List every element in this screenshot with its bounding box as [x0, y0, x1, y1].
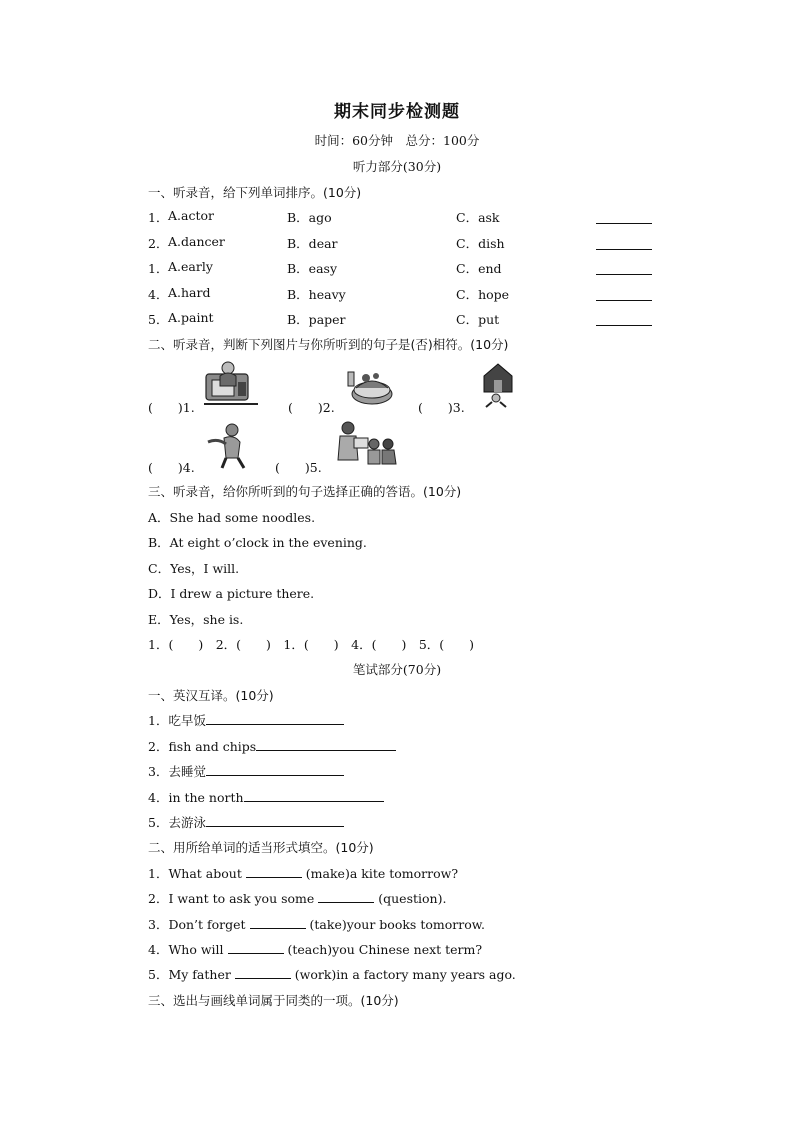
item-text-before: I want to ask you some — [168, 891, 319, 906]
fill-in-item — [148, 940, 482, 958]
option-a: A.dancer — [168, 234, 225, 249]
answer-blank[interactable] — [596, 299, 652, 301]
option-b: B．ago — [287, 210, 332, 225]
option-c: C．ask — [456, 210, 500, 225]
picture-answer-4[interactable]: ( )4. — [148, 460, 195, 475]
translation-item — [148, 737, 396, 755]
item-number: 2． — [148, 891, 169, 906]
item-text-after: (work)in a factory many years ago. — [290, 967, 516, 982]
option-c: C．hope — [456, 287, 510, 302]
translation-item — [148, 711, 344, 729]
option-b: B．heavy — [287, 287, 346, 302]
answer-blank[interactable] — [206, 814, 344, 827]
answer-blank[interactable] — [244, 789, 384, 802]
picture-answer-5[interactable]: ( )5. — [275, 460, 322, 475]
option-c: C．dish — [456, 236, 505, 251]
teacher-children-icon — [332, 420, 400, 470]
answer-blank[interactable] — [596, 324, 652, 326]
item-text-before: Don’t forget — [168, 917, 250, 932]
item-text: 去游泳 — [168, 815, 206, 830]
translation-item — [148, 813, 344, 831]
row-number: 5． — [148, 312, 169, 327]
translation-item — [148, 788, 384, 806]
row-number: 2． — [148, 236, 169, 251]
option-a: A.hard — [168, 285, 211, 300]
item-text: 吃早饭 — [168, 713, 206, 728]
row-number: 4． — [148, 287, 169, 302]
response-option-e: E．Yes，she is. — [148, 612, 244, 627]
item-number: 5． — [148, 815, 169, 830]
option-a: A.early — [168, 259, 213, 274]
answer-blank[interactable] — [228, 941, 284, 954]
option-b: B．dear — [287, 236, 338, 251]
answer-blank[interactable] — [318, 890, 374, 903]
item-number: 5． — [148, 967, 169, 982]
option-c: C．put — [456, 312, 500, 327]
fill-in-item — [148, 889, 446, 907]
fill-in-item — [148, 965, 516, 983]
item-text-after: (question). — [374, 891, 447, 906]
answer-blank[interactable] — [596, 248, 652, 250]
answer-blank[interactable] — [596, 222, 652, 224]
translation-item — [148, 762, 344, 780]
response-option-b: B．At eight o’clock in the evening. — [148, 535, 367, 550]
section6-heading: 三、选出与画线单词属于同类的一项。(10分) — [148, 993, 399, 1008]
food-plate-icon — [344, 368, 394, 412]
section2-heading: 二、听录音，判断下列图片与你所听到的句子是(否)相符。(10分) — [148, 337, 509, 352]
row-number: 1． — [148, 210, 169, 225]
listening-part-title: 听力部分(30分) — [352, 159, 442, 174]
item-text: fish and chips — [168, 739, 257, 754]
written-part-title: 笔试部分(70分) — [352, 662, 442, 677]
answer-blank[interactable] — [256, 738, 396, 751]
answer-blank[interactable] — [246, 865, 302, 878]
tv-watching-icon — [202, 360, 260, 410]
fill-in-item — [148, 915, 485, 933]
answer-blank[interactable] — [206, 712, 344, 725]
picture-answer-2[interactable]: ( )2. — [288, 400, 335, 415]
item-number: 4． — [148, 790, 169, 805]
section5-heading: 二、用所给单词的适当形式填空。(10分) — [148, 840, 374, 855]
item-text: 去睡觉 — [168, 764, 206, 779]
option-b: B．paper — [287, 312, 346, 327]
item-number: 4． — [148, 942, 169, 957]
item-number: 1． — [148, 713, 169, 728]
swimmer-icon — [204, 420, 254, 470]
answer-blank[interactable] — [235, 966, 291, 979]
item-text-before: What about — [168, 866, 246, 881]
answer-blank[interactable] — [250, 916, 306, 929]
section1-heading: 一、听录音，给下列单词排序。(10分) — [148, 185, 362, 200]
answer-blank[interactable] — [596, 273, 652, 275]
option-c: C．end — [456, 261, 502, 276]
picture-answer-3[interactable]: ( )3. — [418, 400, 465, 415]
option-a: A.actor — [168, 208, 214, 223]
item-number: 3． — [148, 917, 169, 932]
item-text-after: (teach)you Chinese next term? — [283, 942, 483, 957]
item-number: 3． — [148, 764, 169, 779]
item-text-after: (take)your books tomorrow. — [305, 917, 485, 932]
item-number: 2． — [148, 739, 169, 754]
exam-meta: 时间：60分钟 总分：100分 — [314, 133, 480, 148]
house-carrying-icon — [474, 360, 522, 408]
response-option-a: A．She had some noodles. — [148, 510, 316, 525]
row-number: 1． — [148, 261, 169, 276]
option-a: A.paint — [168, 310, 214, 325]
page-title: 期末同步检测题 — [334, 102, 460, 122]
answer-blank[interactable] — [206, 763, 344, 776]
fill-in-item — [148, 864, 458, 882]
option-b: B．easy — [287, 261, 338, 276]
item-text: in the north — [168, 790, 244, 805]
item-text-after: (make)a kite tomorrow? — [301, 866, 459, 881]
response-option-c: C．Yes，I will. — [148, 561, 240, 576]
section4-heading: 一、英汉互译。(10分) — [148, 688, 274, 703]
section3-answer-row[interactable]: 1．( ) 2．( ) 1．( ) 4．( ) 5．( ) — [148, 637, 475, 652]
section3-heading: 三、听录音，给你所听到的句子选择正确的答语。(10分) — [148, 484, 462, 499]
picture-answer-1[interactable]: ( )1. — [148, 400, 195, 415]
item-text-before: Who will — [168, 942, 228, 957]
response-option-d: D．I drew a picture there. — [148, 586, 315, 601]
item-text-before: My father — [168, 967, 235, 982]
item-number: 1． — [148, 866, 169, 881]
